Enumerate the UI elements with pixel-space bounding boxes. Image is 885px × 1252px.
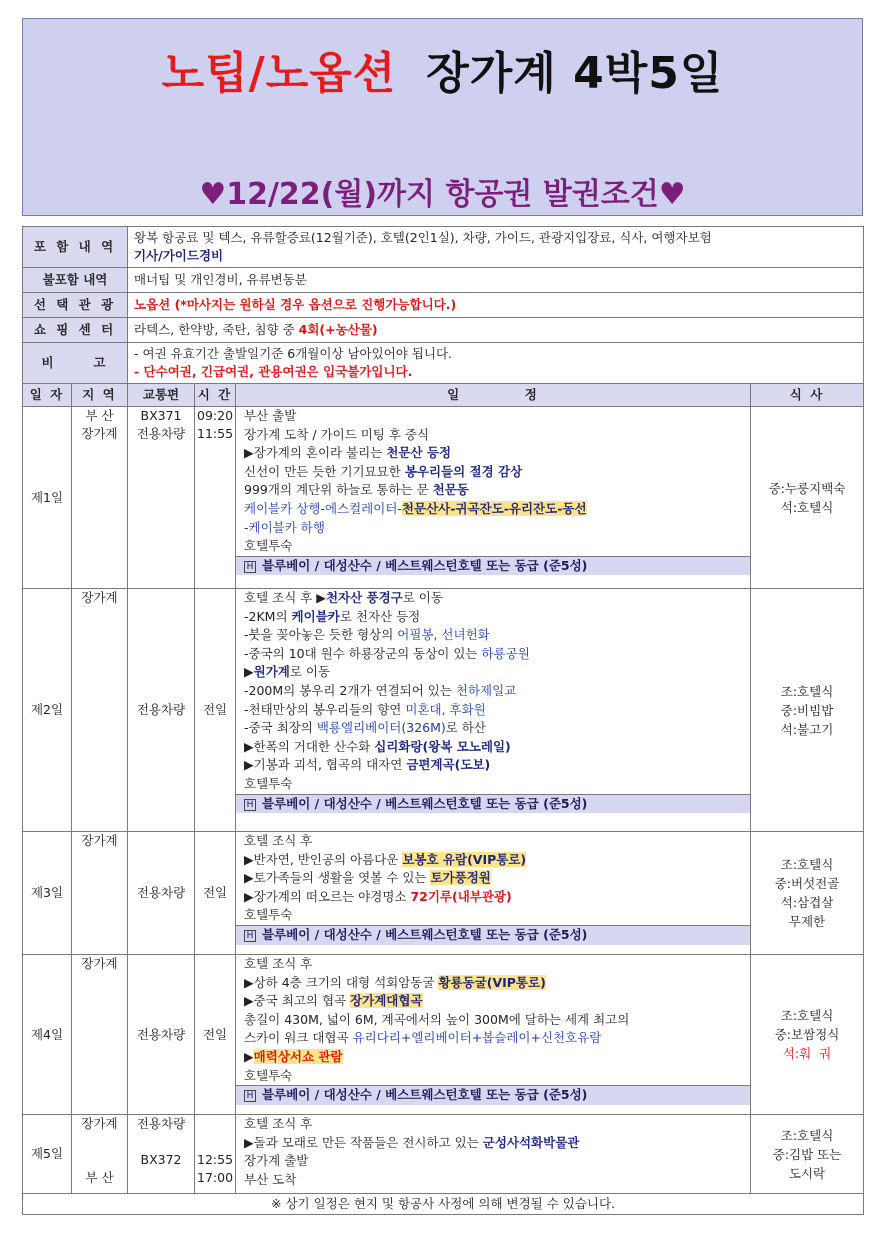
- shopping-text: 라텍스, 한약방, 죽탄, 침향 중: [134, 322, 299, 337]
- region-cell: 장가계: [72, 832, 128, 955]
- flight-number: BX372: [140, 1152, 182, 1167]
- meal-lunch: 중:누룽지백숙: [768, 480, 846, 496]
- day-label: 제1일: [23, 407, 72, 589]
- time-cell: 전일: [195, 589, 236, 832]
- info-row-option: [23, 293, 864, 318]
- meal-lunch-alt: 도시락: [788, 1165, 826, 1181]
- meal-lunch: 중:보쌈정식: [774, 1027, 840, 1042]
- depart-time: 12:55: [197, 1152, 234, 1167]
- schedule-line: 케이블카 상행-에스컬레이터-천문산사-귀곡잔도-유리잔도-동선: [244, 500, 587, 516]
- meal-dinner: 석:훠 궈: [782, 1046, 832, 1061]
- hotel-line: [236, 1085, 750, 1105]
- region-cell: [72, 1115, 128, 1194]
- day-row-5: [23, 1115, 864, 1194]
- title-tag: 노팁/노옵션: [161, 48, 397, 99]
- meal-dinner: 석:불고기: [780, 721, 834, 737]
- footer-note: ※ 상기 일정은 현지 및 항공사 사정에 의해 변경될 수 있습니다.: [23, 1194, 864, 1215]
- col-transport: 교통편: [128, 384, 195, 407]
- schedule-line: ▶기봉과 괴석, 협곡의 대자연 금편계곡(도보): [244, 757, 491, 773]
- hotel-icon: H: [244, 799, 256, 811]
- schedule-line: 총길이 430M, 넓이 6M, 계곡에서의 높이 300M에 달하는 세계 최고의: [244, 1011, 630, 1027]
- remarks-value: [128, 343, 864, 384]
- remarks-line1: - 여권 유효기간 출발일기준 6개월이상 남아있어야 됩니다.: [134, 346, 453, 361]
- schedule-line: 호텔 조식 후: [244, 1116, 313, 1131]
- meal-dinner: 석:호텔식: [780, 499, 834, 515]
- title-main: 장가계 4박5일: [426, 48, 724, 99]
- exclude-value: 매너팁 및 개인경비, 유류변동분: [128, 268, 864, 293]
- footer-row: [23, 1194, 864, 1215]
- hotel-name: 블루베이 / 대성산수 / 베스트웨스턴호텔 또는 동급 (준5성): [262, 926, 588, 942]
- region-cell: 장가계: [72, 589, 128, 832]
- schedule-cell: [236, 1115, 751, 1194]
- schedule-cell: [236, 955, 751, 1115]
- hotel-icon: H: [244, 561, 256, 573]
- col-time: 시 간: [195, 384, 236, 407]
- transport-cell: 전용차량: [128, 955, 195, 1115]
- schedule-line: -케이블카 하행: [244, 519, 325, 535]
- day-label: 제3일: [23, 832, 72, 955]
- day-row-4: [23, 955, 864, 1115]
- meal-breakfast: 조:호텔식: [780, 683, 834, 699]
- region-cell: [72, 407, 128, 589]
- schedule-line: 호텔투숙: [244, 538, 293, 554]
- time-cell: [195, 1115, 236, 1194]
- include-label: 포 함 내 역: [23, 227, 128, 268]
- day-label: 제4일: [23, 955, 72, 1115]
- transport-cell: 전용차량: [128, 589, 195, 832]
- remarks-line2: - 단수여권, 긴급여권, 관용여권은 입국불가입니다.: [134, 364, 413, 379]
- time-cell: 전일: [195, 955, 236, 1115]
- schedule-line: ▶중국 최고의 협곡 장가계대협곡: [244, 993, 423, 1009]
- meal-dinner: 석:삼겹살: [780, 895, 834, 910]
- region-depart: 장가계: [81, 1116, 118, 1131]
- vehicle: 전용차량: [136, 426, 186, 441]
- exclude-label: 불포함 내역: [23, 268, 128, 293]
- meal-dinner-note: 무제한: [788, 914, 826, 929]
- booking-deadline: ♥12/22(월)까지 항공권 발권조건♥: [199, 177, 686, 212]
- schedule-line: 호텔투숙: [244, 907, 293, 923]
- region-depart: 부 산: [85, 408, 114, 423]
- info-row-shopping: [23, 318, 864, 343]
- schedule-cell: [236, 832, 751, 955]
- vehicle: 전용차량: [136, 1116, 186, 1131]
- meal-cell: [751, 832, 864, 955]
- meal-cell: [751, 955, 864, 1115]
- info-row-exclude: [23, 268, 864, 293]
- itinerary-page: [22, 18, 863, 1215]
- day-row-1: [23, 407, 864, 589]
- shopping-value: [128, 318, 864, 343]
- meal-lunch: 중:버섯전골: [774, 876, 840, 891]
- remarks-label: 비 고: [23, 343, 128, 384]
- hotel-name: 블루베이 / 대성산수 / 베스트웨스턴호텔 또는 동급 (준5성): [262, 557, 588, 573]
- option-value: 노옵션 (*마사지는 원하실 경우 옵션으로 진행가능합니다.): [128, 293, 864, 318]
- col-schedule: 일 정: [236, 384, 751, 407]
- info-row-include: [23, 227, 864, 268]
- schedule-line: ▶장가계의 혼이라 불리는 천문산 등정: [244, 445, 452, 461]
- col-day: 일 자: [23, 384, 72, 407]
- time-cell: 전일: [195, 832, 236, 955]
- day-label: 제5일: [23, 1115, 72, 1194]
- schedule-line: 신선이 만든 듯한 기기묘묘한 봉우리들의 절경 감상: [244, 463, 523, 479]
- schedule-line: 호텔 조식 후: [244, 956, 313, 971]
- hotel-line: [236, 925, 750, 945]
- region-arrive: 부 산: [85, 1170, 114, 1185]
- info-row-remarks: [23, 343, 864, 384]
- shopping-label: 쇼 핑 센 터: [23, 318, 128, 343]
- schedule-line: ▶원가계로 이동: [244, 664, 331, 680]
- schedule-line: 장가계 출발: [244, 1153, 309, 1169]
- schedule-line: -붓을 꽂아놓은 듯한 형상의 어필봉, 선녀헌화: [244, 627, 490, 643]
- column-header-row: [23, 384, 864, 407]
- hotel-name: 블루베이 / 대성산수 / 베스트웨스턴호텔 또는 동급 (준5성): [262, 795, 588, 811]
- meal-breakfast: 조:호텔식: [780, 1008, 834, 1023]
- schedule-line: -천태만상의 봉우리들의 향연 미혼대, 후화원: [244, 701, 486, 717]
- day-row-2: [23, 589, 864, 832]
- schedule-line: 호텔 조식 후 ▶천자산 풍경구로 이동: [244, 590, 443, 605]
- hotel-icon: H: [244, 1090, 256, 1102]
- col-meal: 식 사: [751, 384, 864, 407]
- itinerary-table: [22, 226, 864, 1215]
- schedule-line: 호텔투숙: [244, 775, 293, 791]
- schedule-cell: [236, 589, 751, 832]
- schedule-line: ▶상하 4층 크기의 대형 석회암동굴 황룡동굴(VIP통로): [244, 974, 546, 990]
- transport-cell: [128, 407, 195, 589]
- meal-cell: [751, 407, 864, 589]
- region-cell: 장가계: [72, 955, 128, 1115]
- flight-number: BX371: [140, 408, 182, 423]
- include-bold: 기사/가이드경비: [134, 248, 224, 263]
- schedule-line: 999개의 계단위 하늘로 통하는 문 천문동: [244, 482, 469, 498]
- schedule-line: -200M의 봉우리 2개가 연결되어 있는 천하제일교: [244, 682, 517, 698]
- option-label: 선 택 관 광: [23, 293, 128, 318]
- region-arrive: 장가계: [81, 426, 118, 441]
- schedule-line: -중국 최장의 백룡엘리베이터(326M)로 하산: [244, 720, 486, 736]
- schedule-line: 부산 도착: [244, 1171, 297, 1187]
- schedule-line: 스카이 워크 대협곡 유리다리+엘리베이터+봅슬레이+신천호유람: [244, 1030, 602, 1046]
- hotel-icon: H: [244, 930, 256, 942]
- schedule-cell: [236, 407, 751, 589]
- transport-cell: 전용차량: [128, 832, 195, 955]
- time-cell: [195, 407, 236, 589]
- hotel-line: [236, 794, 750, 814]
- schedule-line: ▶반자연, 반인공의 아름다운 보봉호 유람(VIP통로): [244, 851, 527, 867]
- include-text: 왕복 항공료 및 텍스, 유류할증료(12월기준), 호텔(2인1실), 차량, 가이드, 관광지입장료, 식사, 여행자보험: [134, 230, 712, 245]
- day-row-3: [23, 832, 864, 955]
- schedule-line: ▶한폭의 거대한 산수화 십리화랑(왕복 모노레일): [244, 738, 511, 754]
- meal-breakfast: 조:호텔식: [780, 1127, 834, 1143]
- hotel-line: [236, 556, 750, 576]
- shopping-count: 4회(+농산물): [298, 322, 378, 337]
- meal-cell: [751, 1115, 864, 1194]
- meal-lunch: 중:김밥 또는: [772, 1146, 842, 1162]
- schedule-line: 부산 출발: [244, 408, 297, 423]
- arrive-time: 11:55: [197, 426, 234, 441]
- schedule-line: 호텔투숙: [244, 1067, 293, 1083]
- meal-lunch: 중:비빔밥: [780, 702, 834, 718]
- schedule-line: 장가계 도착 / 가이드 미팅 후 중식: [244, 426, 430, 442]
- schedule-line: -2KM의 케이블카로 천자산 등정: [244, 608, 421, 624]
- transport-cell: [128, 1115, 195, 1194]
- include-value: [128, 227, 864, 268]
- header-banner: [22, 18, 863, 216]
- depart-time: 09:20: [197, 408, 234, 423]
- schedule-line: 호텔 조식 후: [244, 833, 313, 848]
- meal-cell: [751, 589, 864, 832]
- schedule-line: ▶토가족들의 생활을 엿볼 수 있는 토가풍정원: [244, 870, 491, 886]
- schedule-line: ▶장가계의 떠오르는 야경명소 72기루(내부관광): [244, 888, 512, 904]
- schedule-line: ▶매력상서쇼 관람: [244, 1048, 343, 1064]
- col-region: 지 역: [72, 384, 128, 407]
- page-title: [23, 37, 862, 101]
- schedule-line: -중국의 10대 원수 하룡장군의 동상이 있는 하룡공원: [244, 645, 530, 661]
- day-label: 제2일: [23, 589, 72, 832]
- arrive-time: 17:00: [197, 1170, 234, 1185]
- schedule-line: ▶돌과 모래로 만든 작품들은 전시하고 있는 군성사석화박물관: [244, 1134, 580, 1150]
- hotel-name: 블루베이 / 대성산수 / 베스트웨스턴호텔 또는 동급 (준5성): [262, 1087, 588, 1103]
- meal-breakfast: 조:호텔식: [780, 857, 834, 872]
